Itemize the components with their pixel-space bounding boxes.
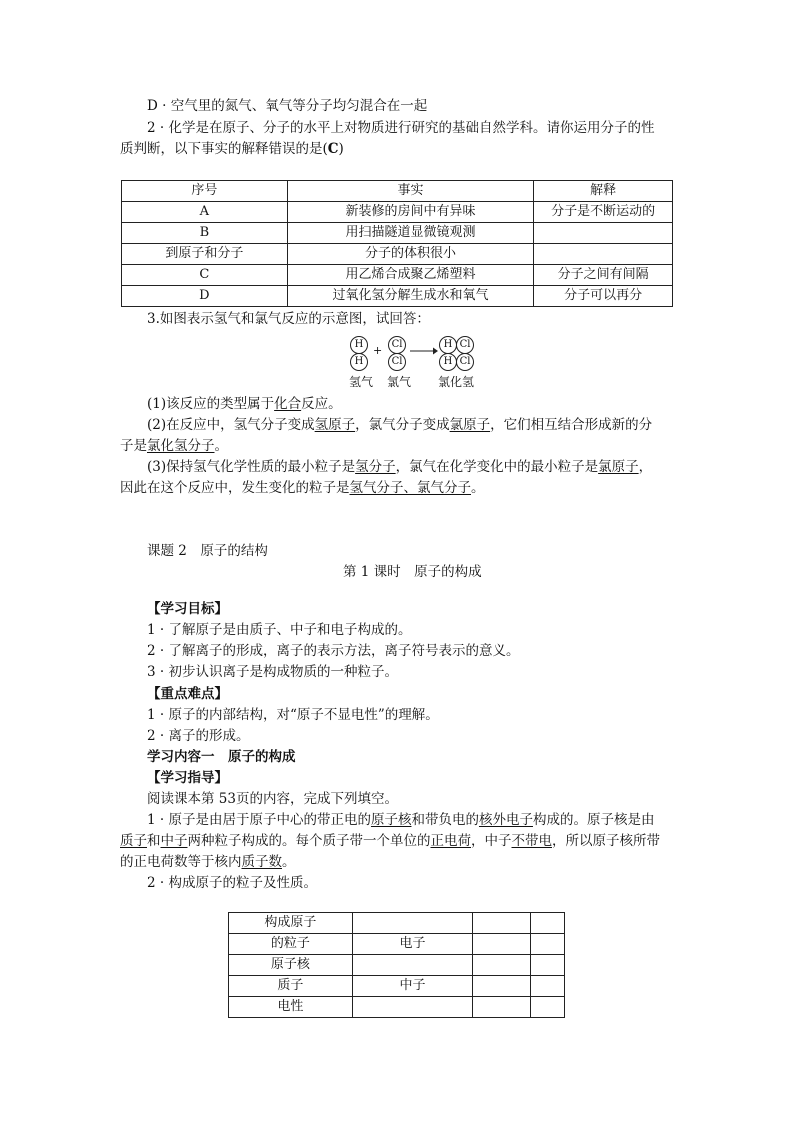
- table-cell: [531, 955, 565, 976]
- hydrogen-atom-icon: H: [439, 353, 457, 371]
- reaction-arrow-icon: [409, 346, 439, 356]
- chlorine-atom-icon: Cl: [456, 353, 474, 371]
- table-cell: 原子核: [229, 955, 353, 976]
- answer-blank: 氯化氢分子: [147, 438, 215, 454]
- table-cell: [352, 997, 473, 1018]
- table-cell: 新装修的房间中有异味: [287, 202, 534, 223]
- key-item: 2 · 离子的形成。: [147, 728, 250, 744]
- plus-sign: +: [373, 344, 383, 357]
- table-cell: 用扫描隧道显微镜观测: [287, 223, 534, 244]
- table-cell: 过氧化氢分解生成水和氧气: [287, 286, 534, 307]
- table-cell: C: [122, 265, 288, 286]
- answer-blank: 氢原子: [314, 417, 356, 433]
- q3-part2-line1: (2)在反应中，氢气分子变成氢原子，氯气分子变成氯原子，它们相互结合形成新的分: [147, 417, 653, 433]
- table-cell: 质子: [229, 976, 353, 997]
- table-cell: 电子: [352, 934, 473, 955]
- table-cell: [473, 934, 531, 955]
- lesson-topic: 课题 2 原子的结构: [147, 543, 268, 559]
- table-cell: D: [122, 286, 288, 307]
- table-cell: [352, 913, 473, 934]
- answer-blank: 原子核: [370, 812, 412, 828]
- table-row: [122, 223, 673, 244]
- answer-blank: 正电荷: [430, 833, 471, 849]
- table-cell: 构成原子: [229, 913, 353, 934]
- table-cell: [473, 976, 531, 997]
- table-cell: [531, 913, 565, 934]
- hydrogen-atom-icon: H: [439, 336, 457, 354]
- table-header-cell: 事实: [287, 181, 534, 202]
- fill1-line2: 质子和中子两种粒子构成的。每个质子带一个单位的正电荷，中子不带电，所以原子核所带: [120, 833, 660, 849]
- table-cell: 分子的体积很小: [287, 244, 534, 265]
- table-row: [122, 202, 673, 223]
- table-cell: A: [122, 202, 288, 223]
- guide-text: 阅读课本第 53页的内容，完成下列填空。: [147, 791, 398, 807]
- table-row: [122, 265, 673, 286]
- q3-part1: (1)该反应的类型属于化合反应。: [147, 396, 342, 412]
- reaction-diagram: [345, 333, 485, 391]
- table-cell: [531, 934, 565, 955]
- hydrogen-atom-icon: H: [350, 353, 368, 371]
- table-cell: [534, 223, 673, 244]
- q2-stem-line2: 质判断，以下事实的解释错误的是(C): [120, 141, 344, 157]
- q3-part2-line2: 子是氯化氢分子。: [120, 438, 228, 454]
- table-cell: [473, 913, 531, 934]
- content-heading: 学习内容一 原子的构成: [147, 749, 296, 765]
- answer-blank: 化合: [274, 396, 302, 412]
- lesson-period: 第 1 课时 原子的构成: [343, 564, 482, 580]
- answer-blank: 氢气分子、氯气分子: [349, 480, 471, 496]
- fill2-text: 2 · 构成原子的粒子及性质。: [147, 875, 317, 891]
- q3-part3-line1: (3)保持氢气化学性质的最小粒子是氢分子，氯气在化学变化中的最小粒子是氯原子，: [147, 459, 653, 475]
- answer-blank: 质子数: [241, 854, 282, 870]
- table-cell: [473, 955, 531, 976]
- goal-item: 3 · 初步认识离子是构成物质的一种粒子。: [147, 664, 398, 680]
- key-heading: 【重点难点】: [147, 686, 228, 702]
- table-row: [229, 913, 565, 934]
- q2-table: [121, 180, 673, 307]
- chlorine-atom-icon: Cl: [388, 353, 406, 371]
- table-cell: 的粒子: [229, 934, 353, 955]
- table-cell: 分子是不断运动的: [534, 202, 673, 223]
- particle-table: [228, 912, 565, 1018]
- label-chlorine: 氯气: [387, 375, 412, 389]
- answer-blank: 中子: [160, 833, 188, 849]
- q2-answer: C: [327, 141, 339, 157]
- answer-blank: 氢分子: [355, 459, 396, 475]
- table-row: [122, 286, 673, 307]
- table-row: [229, 934, 565, 955]
- label-hydrogen: 氢气: [349, 375, 374, 389]
- goal-item: 2 · 了解离子的形成，离子的表示方法，离子符号表示的意义。: [147, 643, 520, 659]
- key-item: 1 · 原子的内部结构，对“原子不显电性”的理解。: [147, 707, 439, 723]
- table-header-row: [122, 181, 673, 202]
- table-cell: 到原子和分子: [122, 244, 288, 265]
- table-header-cell: 序号: [122, 181, 288, 202]
- table-cell: 用乙烯合成聚乙烯塑料: [287, 265, 534, 286]
- answer-blank: 氯原子: [449, 417, 491, 433]
- table-cell: 电性: [229, 997, 353, 1018]
- answer-blank: 质子: [120, 833, 147, 849]
- hydrogen-atom-icon: H: [350, 336, 368, 354]
- table-cell: [352, 955, 473, 976]
- table-cell: 分子可以再分: [534, 286, 673, 307]
- q1-option-d: D · 空气里的氮气、氧气等分子均匀混合在一起: [147, 98, 428, 114]
- table-header-cell: 解释: [534, 181, 673, 202]
- label-hydrogen-chloride: 氯化氢: [438, 375, 475, 389]
- guide-heading: 【学习指导】: [147, 770, 228, 786]
- fill1-line3: 的正电荷数等于核内质子数。: [120, 854, 296, 870]
- chlorine-atom-icon: Cl: [456, 336, 474, 354]
- table-cell: [531, 976, 565, 997]
- q3-stem: 3.如图表示氢气和氯气反应的示意图，试回答：: [147, 311, 430, 327]
- q3-part3-line2: 因此在这个反应中，发生变化的粒子是氢气分子、氯气分子。: [120, 480, 485, 496]
- table-row: [229, 997, 565, 1018]
- answer-blank: 不带电: [511, 833, 552, 849]
- fill1-line1: 1 · 原子是由居于原子中心的带正电的原子核和带负电的核外电子构成的。原子核是由: [147, 812, 655, 828]
- chlorine-atom-icon: Cl: [388, 336, 406, 354]
- answer-blank: 核外电子: [478, 812, 533, 828]
- table-cell: 中子: [352, 976, 473, 997]
- goals-heading: 【学习目标】: [147, 601, 228, 617]
- goal-item: 1 · 了解原子是由质子、中子和电子构成的。: [147, 622, 412, 638]
- table-cell: [473, 997, 531, 1018]
- answer-blank: 氯原子: [598, 459, 639, 475]
- table-row: [122, 244, 673, 265]
- table-row: [229, 955, 565, 976]
- table-cell: B: [122, 223, 288, 244]
- q2-stem-line1: 2 · 化学是在原子、分子的水平上对物质进行研究的基础自然学科。请你运用分子的性: [147, 120, 655, 136]
- table-cell: [534, 244, 673, 265]
- table-row: [229, 976, 565, 997]
- table-cell: [531, 997, 565, 1018]
- table-cell: 分子之间有间隔: [534, 265, 673, 286]
